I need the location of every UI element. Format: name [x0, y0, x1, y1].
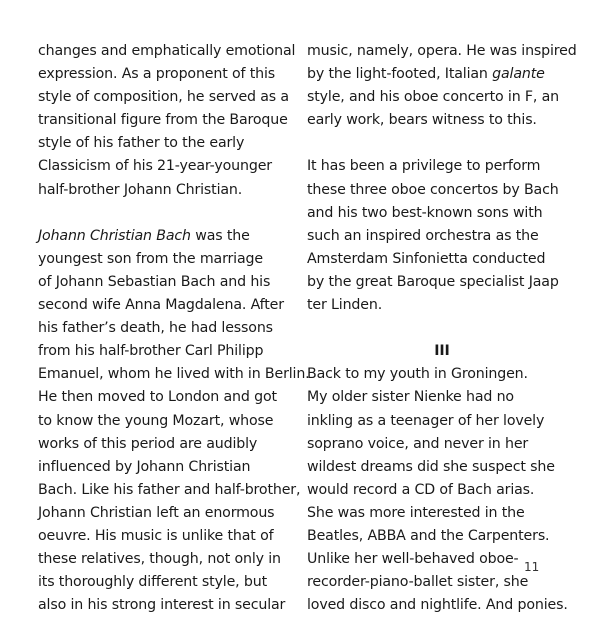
text-line — [38, 225, 296, 248]
right-column — [307, 40, 577, 617]
text-line: Beatles, ABBA and the Carpenters. — [307, 527, 550, 544]
page-number: 11 — [524, 560, 540, 574]
text-line: youngest son from the marriage — [38, 250, 263, 267]
galante-italic: galante — [492, 66, 545, 83]
text-line: It has been a privilege to perform — [307, 158, 541, 175]
paragraph-groningen — [307, 363, 567, 617]
text-line: Emanuel, whom he lived with in Berlin. — [38, 366, 310, 383]
text-line: My older sister Nienke had no — [307, 389, 514, 406]
text-line: Johann Christian left an enormous — [38, 504, 275, 521]
text-line: Back to my youth in Groningen. — [307, 366, 528, 383]
paragraph-wf-bach-continued — [38, 40, 296, 202]
text-line: and his two best-known sons with — [307, 204, 543, 221]
text-line: wildest dreams did she suspect she — [307, 458, 555, 475]
text-line: these three oboe concertos by Bach — [307, 181, 559, 198]
text-line: Amsterdam Sinfonietta conducted — [307, 250, 546, 267]
text-line: its thoroughly different style, but — [38, 574, 268, 591]
text-line: expression. As a proponent of this — [38, 66, 276, 83]
text-fragment: by the light-footed, Italian — [307, 66, 493, 83]
text-line: to know the young Mozart, whose — [38, 412, 274, 429]
paragraph-gap — [38, 202, 296, 225]
text-line: He then moved to London and got — [38, 389, 277, 406]
section-numeral: III — [434, 343, 450, 360]
text-line: ter Linden. — [307, 297, 383, 314]
text-line: influenced by Johann Christian — [38, 458, 251, 475]
paragraph-gap — [307, 317, 567, 340]
text-line: soprano voice, and never in her — [307, 435, 529, 452]
text-line: from his half-brother Carl Philipp — [38, 343, 264, 360]
text-line: changes and emphatically emotional — [38, 43, 296, 59]
text-line: style of composition, he served as a — [38, 89, 289, 106]
text-line: music, namely, opera. He was inspired — [307, 43, 577, 59]
text-line: Bach. Like his father and half-brother, — [38, 481, 301, 498]
text-line: half-brother Johann Christian. — [38, 181, 243, 198]
paragraph-jc-bach-end — [307, 40, 577, 132]
text-line: Classicism of his 21-year-younger — [38, 158, 272, 175]
paragraph-gap — [307, 132, 567, 155]
text-line: style of his father to the early — [38, 135, 245, 152]
text-line: style, and his oboe concerto in F, an — [307, 89, 560, 106]
text-line: loved disco and nightlife. And ponies. — [307, 597, 568, 614]
left-column — [38, 40, 310, 617]
text-line: these relatives, though, not only in — [38, 551, 281, 568]
paragraph-privilege — [307, 155, 567, 317]
text-line: also in his strong interest in secular — [38, 597, 286, 614]
text-fragment: was the — [190, 227, 250, 244]
text-line: of Johann Sebastian Bach and his — [38, 273, 271, 290]
text-line: She was more interested in the — [307, 504, 525, 521]
text-line: by the great Baroque specialist Jaap — [307, 273, 559, 290]
composer-name-italic: Johann Christian Bach — [38, 227, 191, 244]
text-line: his father’s death, he had lessons — [38, 320, 273, 337]
text-line: inkling as a teenager of her lovely — [307, 412, 545, 429]
text-line: Unlike her well-behaved oboe- — [307, 551, 519, 568]
paragraph-jc-bach — [38, 225, 310, 617]
text-line: such an inspired orchestra as the — [307, 227, 539, 244]
text-line: works of this period are audibly — [38, 435, 258, 452]
text-line: transitional figure from the Baroque — [38, 112, 288, 129]
text-line: second wife Anna Magdalena. After — [38, 297, 284, 314]
text-line — [307, 63, 567, 86]
text-line: oeuvre. His music is unlike that of — [38, 527, 274, 544]
text-line: recorder-piano-ballet sister, she — [307, 574, 529, 591]
text-line: would record a CD of Bach arias. — [307, 481, 535, 498]
text-line: early work, bears witness to this. — [307, 112, 537, 129]
